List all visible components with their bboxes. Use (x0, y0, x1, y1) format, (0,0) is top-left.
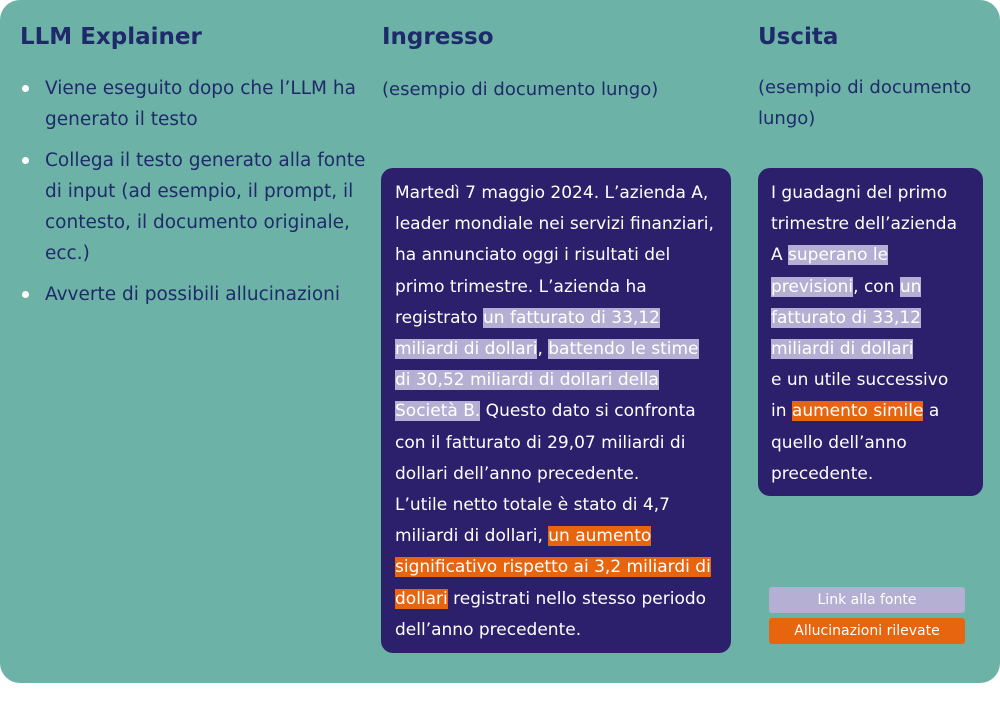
source-link-highlight: previsioni (771, 276, 854, 297)
text-segment: dollari dell’anno precedente. (395, 463, 640, 484)
source-link-highlight: miliardi di dollari (771, 339, 914, 360)
document-line (395, 396, 717, 427)
legend-hallucination: Allucinazioni rilevate (769, 618, 965, 644)
document-line (771, 334, 971, 365)
output-document-box (758, 168, 983, 496)
hallucination-highlight: un aumento (548, 526, 652, 547)
text-segment: , con (853, 276, 900, 297)
text-segment: in (771, 401, 792, 422)
document-line (395, 240, 717, 271)
source-link-highlight: fatturato di 33,12 (771, 307, 921, 328)
text-segment: leader mondiale nei servizi finanziari, (395, 214, 714, 235)
input-column-title: Ingresso (382, 24, 494, 50)
document-line (395, 490, 717, 521)
source-link-highlight: battendo le stime (548, 339, 699, 360)
source-link-highlight: superano le (788, 245, 889, 266)
document-line (771, 365, 971, 396)
document-line (771, 209, 971, 240)
source-link-highlight: un fatturato di 33,12 (483, 307, 660, 328)
output-subtitle: (esempio di documento lungo) (758, 77, 972, 129)
document-line (771, 459, 971, 490)
text-segment: , (537, 339, 549, 360)
document-line (395, 178, 717, 209)
input-document-box (381, 168, 731, 653)
document-line (395, 303, 717, 334)
document-line (395, 584, 717, 615)
document-line (395, 272, 717, 303)
text-segment: dell’anno precedente. (395, 619, 582, 640)
hallucination-highlight: dollari (395, 588, 448, 609)
feature-item: Viene eseguito dopo che l’LLM ha generato il testo (20, 73, 370, 135)
source-link-highlight: miliardi di dollari (395, 339, 538, 360)
source-link-highlight: di 30,52 miliardi di dollari della (395, 370, 659, 391)
document-line (771, 272, 971, 303)
text-segment: Martedì 7 maggio 2024. L’azienda A, (395, 183, 709, 203)
input-subtitle: (esempio di documento lungo) (382, 79, 659, 100)
document-line (771, 396, 971, 427)
text-segment: L’utile netto totale è stato di 4,7 (395, 495, 670, 516)
document-line (395, 552, 717, 583)
text-segment: miliardi di dollari, (395, 526, 549, 547)
source-link-highlight: un (899, 276, 922, 297)
hallucination-highlight: aumento simile (791, 401, 924, 422)
text-segment: precedente. (771, 463, 874, 484)
text-segment: Questo dato si confronta (480, 401, 696, 422)
text-segment: registrati nello stesso periodo (447, 588, 707, 609)
feature-list (20, 73, 370, 320)
output-column-title: Uscita (758, 24, 839, 50)
document-line (771, 178, 971, 209)
text-segment: con il fatturato di 29,07 miliardi di (395, 432, 686, 453)
document-line (771, 240, 971, 271)
document-line (771, 428, 971, 459)
text-segment: e un utile successivo (771, 370, 949, 391)
text-segment: primo trimestre. L’azienda ha (395, 276, 647, 297)
document-line (395, 428, 717, 459)
source-link-highlight: Società B. (395, 401, 481, 422)
text-segment: a (923, 401, 940, 422)
hallucination-highlight: significativo rispetto ai 3,2 miliardi di (395, 557, 711, 578)
document-line (395, 209, 717, 240)
feature-item: Avverte di possibili allucinazioni (20, 279, 370, 310)
text-segment: ha annunciato oggi i risultati del (395, 245, 671, 266)
text-segment: A (771, 245, 789, 266)
feature-item: Collega il testo generato alla fonte di input (ad esempio, il prompt, il contesto, il documento originale, ecc.) (20, 145, 370, 269)
document-line (771, 303, 971, 334)
text-segment: registrato (395, 307, 483, 328)
text-segment: I guadagni del primo (771, 183, 948, 203)
document-line (395, 365, 717, 396)
text-segment: quello dell’anno (771, 432, 907, 453)
document-line (395, 615, 717, 646)
legend-source-link: Link alla fonte (769, 587, 965, 613)
text-segment: trimestre dell’azienda (771, 214, 958, 235)
document-line (395, 521, 717, 552)
page-title: LLM Explainer (20, 24, 202, 50)
document-line (395, 334, 717, 365)
document-line (395, 459, 717, 490)
